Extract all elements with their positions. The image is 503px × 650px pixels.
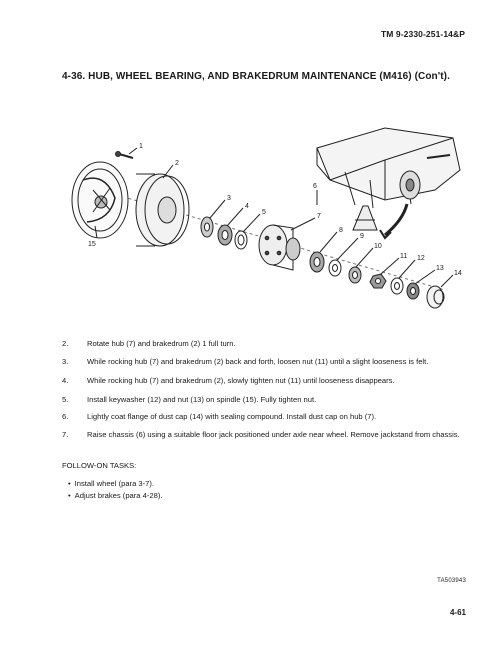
section-title: 4-36. HUB, WHEEL BEARING, AND BRAKEDRUM MAINTENANCE (M416) (Con't). — [62, 71, 450, 82]
callout-13: 13 — [436, 265, 444, 272]
page-number: 4-61 — [449, 608, 466, 617]
step-number: 2. — [62, 339, 69, 348]
step-number: 5. — [62, 395, 69, 404]
step-text: While rocking hub (7) and brakedrum (2), slowly tighten nut (11) until looseness disappears. — [87, 376, 395, 385]
follow-on-list — [68, 478, 162, 502]
step-text: Raise chassis (6) using a suitable floor jack positioned under axle near wheel. Remove jackstand from chassis. — [87, 430, 460, 439]
step-number: 4. — [62, 376, 69, 385]
callout-10: 10 — [374, 243, 382, 250]
follow-on-item-text: Adjust brakes (para 4-28). — [74, 491, 163, 500]
exploded-view-figure — [55, 110, 475, 325]
callout-7: 7 — [317, 213, 321, 220]
callout-15: 15 — [88, 241, 96, 248]
step-number: 7. — [62, 430, 69, 439]
follow-on-title: FOLLOW-ON TASKS: — [62, 461, 137, 470]
hub-assembly-illustration — [55, 110, 475, 325]
step-number: 3. — [62, 357, 69, 366]
callout-12: 12 — [417, 255, 425, 262]
callout-2: 2 — [175, 160, 179, 167]
callout-1: 1 — [139, 143, 143, 150]
step-text: Install keywasher (12) and nut (13) on spindle (15). Fully tighten nut. — [87, 395, 317, 404]
callout-14: 14 — [454, 270, 462, 277]
follow-on-item: • Install wheel (para 3-7). — [68, 479, 155, 488]
chassis-drawing — [317, 128, 460, 208]
step-text: While rocking hub (7) and brakedrum (2) back and forth, loosen nut (11) until a slight looseness is felt. — [87, 357, 429, 366]
backing-plate-drawing — [72, 162, 128, 238]
step-text: Lightly coat flange of dust cap (14) with sealing compound. Install dust cap on hub (7). — [87, 412, 377, 421]
trailer-wheel-drawing — [400, 171, 420, 199]
callout-5: 5 — [262, 209, 266, 216]
jackstand-drawing — [353, 206, 377, 230]
tm-number: TM 9-2330-251-14&P — [380, 29, 465, 39]
callout-4: 4 — [245, 203, 249, 210]
step-text: Rotate hub (7) and brakedrum (2) 1 full turn. — [87, 339, 236, 348]
callout-6: 6 — [313, 183, 317, 190]
follow-on-item-text: Install wheel (para 3-7). — [74, 479, 155, 488]
callout-11: 11 — [400, 253, 408, 260]
step-number: 6. — [62, 412, 69, 421]
hub-drawing — [259, 225, 300, 270]
callout-8: 8 — [339, 227, 343, 234]
brakedrum-drawing — [136, 174, 189, 246]
follow-on-item: • Adjust brakes (para 4-28). — [68, 491, 163, 500]
ta-code: TA503943 — [437, 578, 466, 584]
callout-3: 3 — [227, 195, 231, 202]
callout-9: 9 — [360, 233, 364, 240]
